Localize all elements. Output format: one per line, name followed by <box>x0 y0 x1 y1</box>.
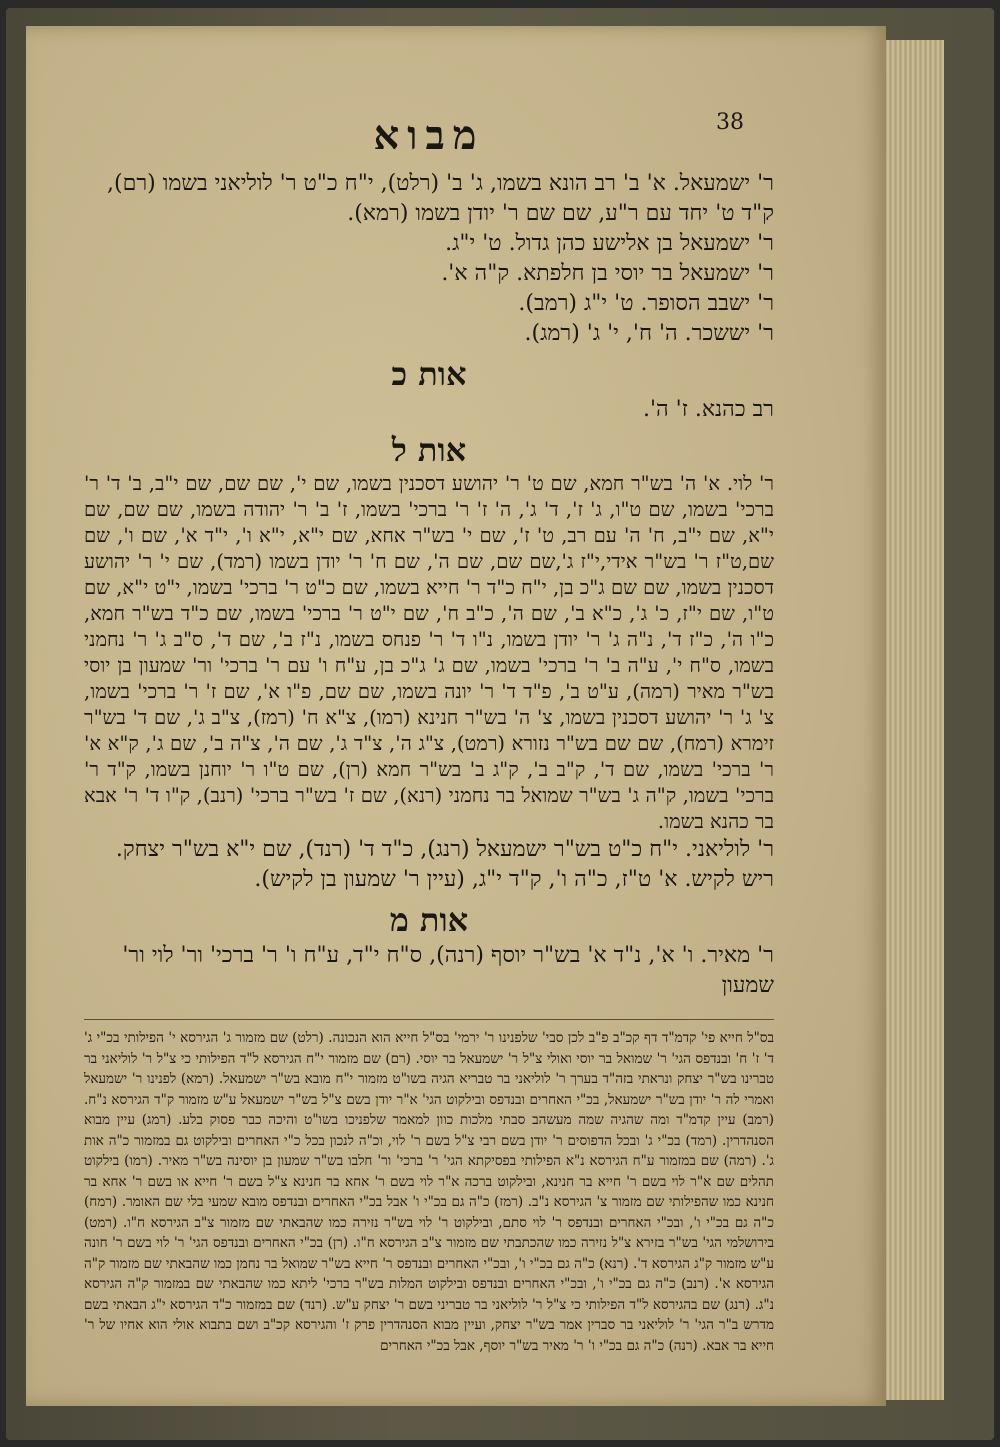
page-content <box>84 108 774 1356</box>
entry-yissachar: ר' יששכר. ה' ח', י' ג' (רמג). <box>524 321 774 346</box>
page-heading: מבוא <box>373 112 485 159</box>
page-number: 38 <box>716 110 744 135</box>
entry-yishmael: ר' ישמעאל. א' ב' רב הונא בשמו, ג' ב' (רלט), י"ח כ"ט ר' לוליאני בשמו (רם), ק"ד ט' יחד עם ר"ע, שם שם ר' יודן בשמו (רמא). <box>107 171 774 226</box>
section-title-kaf: אות כ <box>391 355 467 393</box>
entry-yishmael-bar-yosi: ר' ישמעאל בר יוסי בן חלפתא. ק"ה א'. <box>441 261 774 286</box>
entry-reish-lakish: ריש לקיש. א' ט"ז, כ"ה ו', ק"ד י"ג, (עיין ר' שמעון בן לקיש). <box>254 867 774 892</box>
footnotes: בס"ל חייא פי' קדמ"ד דף קכ"ב פ"ב לכן סבי' שלפנינו ר' ירמי' בס"ל חייא הוא הנכונה. (רלט) שם מזמור ג' הגירסא י' הפילותי בכ"י ג' ד' ז' ח' ובנדפס הגי' ר' שמואל בר יוסי ואולי צ"ל ר' ישמעאל בר יוסי. (רם) שם מזמור י"ח הגירסא ל"ד הפילותי כי צ"ל ר' לוליאני בר טברינו בש"ר יצחק ונראתי בזה"ד בערך ר' לוליאני בר טבריא הגיה בשו"ט מזמור י"ח מובא בש"ר ישמעאל. (רמא) לפנינו ר' ישמעאל ואמרי לה ר' יודן בש"ר ישמעאל, בכ"י האחרים ובנדפס ובילקוט הגי' א"ר יודן בשם צ"ל בש"ר ישמעאל ע"ש מזמור ק"ד הגירסא נ"ח. (רמב) עיין קדמ"ד ומה שהגיה שמה מעשהב סבתי מלכות כוון למאמר שלפניכו בשו"ט והיכה כבר פסוק בלע. (רמג) עיין מבוא הסנהדרין. (רמד) בכ"י ג' ובכל הדפוסים ר' יודן בשם רבי צ"ל בשם ר' לוי, וכ"ה לנכון בכל כ"י האחרים ובילקוט גם במזמור כ"ה אות ג'. (רמה) שם במזמור ע"ח הגירסא נ"א הפילותי בפסיקתא הגי' ר' ברכי' ור' חלבו בש"ר שמעון בן יוסינה בש"ר מאיר. (רמו) בילקוט תהלים שם א"ר לוי בשם ר' חייא בר חנינא, ובילקוט ברכה א"ר לוי בשם ר' אחא בר חנינא צ"ל בשם ר' חייא או בשם ר' אחא בר חנינא כמו שהפילותי שם מזמור צ' הגירסא נ"ב. (רמז) כ"ה גם בכ"י ו' אבל בכ"י האחרים ובנדפס מובא שמעי בלי שם האומר. (רמח) כ"ה גם בכ"י ו', ובכ"י האחרים ובנדפס ר' לוי סתם, ובילקוט ר' לוי בש"ר נזירה כמו שהבאתי שם מזמור צ"ב הגירסא ח"ו. (רמט) בירושלמי הגי' בש"ר בזירא צ"ל נזירה כמו שהכתבתי שם מזמור צ"ב הגירסא ח"ו. (רן) בכ"י האחרים ובנדפס הגי' ר' לוי בשם ר' חונה ע"ש מזמור ק"ג הגירסא ד'. (רנא) כ"ה גם בכ"י ו', ובכ"י האחרים ובנדפס ר' חייא בש"ר שמואל בר נחמן כמו שהבאתי שם מזמור ק"ה הגירסא א'. (רנב) כ"ה גם בכ"י ו', ובכ"י האחרים ובנדפס ובילקוט המלות בש"ר ברכי' ליתא כמו שהבאתי שם במזמור ק"ה הגירסא נ"ג. (רנג) שם בהגירסא ל"ד הפילותי כי צ"ל ר' לוליאני בר טבריני בשם ר' יצחק ע"ש. (רנד) שם במזמור כ"ד הגירסא י"ג הבאתי בשם מדרש ב"ר הגי' ר' לוליאני בר סברין אמר בש"ר יצחק, ועיין מבוא הסנהדרין פרק ז' והגירסא קכ"ב ושם בתבוא אולי הוא אחיו של ר' חייא בר אבא. (רנה) כ"ה גם בכ"י ו' ר' מאיר בש"ר יוסף, אבל בכ"י האחרים <box>84 1019 774 1356</box>
page-edges <box>880 40 944 1400</box>
entry-luliani: ר' לוליאני. י"ח כ"ט בש"ר ישמעאל (רנג), כ"ד ד' (רנד), שם י"א בש"ר יצחק. <box>115 837 774 862</box>
section-title-mem: אות מ <box>389 901 469 939</box>
book-page <box>26 26 886 1406</box>
entry-yeshevav: ר' ישבב הסופר. ט' י"ג (רמב). <box>518 291 774 316</box>
entry-yishmael-ben-elisha: ר' ישמעאל בן אלישע כהן גדול. ט' י"ג. <box>445 231 774 256</box>
entry-levi: ר' לוי. א' ה' בש"ר חמא, שם ט' ר' יהושע דסכנין בשמו, שם י', שם שם, שם י"ב, ב' ד' ר' ברכי' בשמו, שם ט"ו, ג' ז', ד' ג', ה' ז' ר' ברכי' בשמו, ז' ב' ר' יהודה בשמו, שם שם, שם י"א, שם י"ב, ח' ה' עם רב, ט' ז', שם י' בש"ר אחא, שם י"א, י"א ו', י"ד א', שם ו', שם שם,ט"ז ר' בש"ר אידי,י"ז ג',שם שם, שם ה', שם ח' ר' יודן בשמו (רמד), שם י' ר' יהושע דסכנין בשמו, שם שם ג"כ בן, י"ח כ"ד ר' חייא בשמו, שם כ"ט ר' ברכי' בשמו, י"ט י"א, שם ט"ו, שם י"ז, כ' ג', כ"א ב', שם ה', כ"ב ח', שם י"ט ר' ברכי' בשמו, שם כ"ד בש"ר חמא, כ"ו ה', כ"ז ד', נ"ה ג' ר' יודן בשמו, נ"ו ד' ר' פנחס בשמו, נ"ז ב', שם ד', ס"ב ג' ר' נחמני בשמו, ס"ח י', ע"ה ב' ר' ברכי' בשמו, שם ג' ג"כ בן, ע"ח ו' עם ר' ברכי' ור' שמעון בן יוסי בש"ר מאיר (רמה), ע"ט ב', פ"ד ד' ר' יונה בשמו, שם שם, פ"ו א', שם ז' ר' ברכי' בשמו, צ' ג' ר' יהושע דסכנין בשמו, צ' ה' בש"ר חנינא (רמו), צ"א ח' (רמז), צ"ב ג', שם ד' בש"ר זימרא (רמח), שם שם בש"ר נזורא (רמט), צ"ג ה', צ"ד ג', שם ה', צ"ה ב', שם ג', ק"א א' ר' ברכי' בשמו, שם ד', ק"ב ב', ק"ג ב' בש"ר חמא (רן), שם ט"ו ר' יוחנן בשמו, ק"ד ר' ברכי' בשמו, ק"ה ג' בש"ר שמואל בר נחמני (רנא), שם ז' בש"ר ברכי' (רנב), ק"ו ד' ר' אבא בר כהנא בשמו. <box>84 472 774 833</box>
entry-rav-kahana: רב כהנא. ז' ה'. <box>642 397 774 422</box>
section-title-lamed: אות ל <box>391 431 467 469</box>
entry-meir: ר' מאיר. ו' א', נ"ד א' בש"ר יוסף (רנה), ס"ח י"ד, ע"ח ו' ר' ברכי' ור' לוי ור' שמעון <box>122 943 774 998</box>
